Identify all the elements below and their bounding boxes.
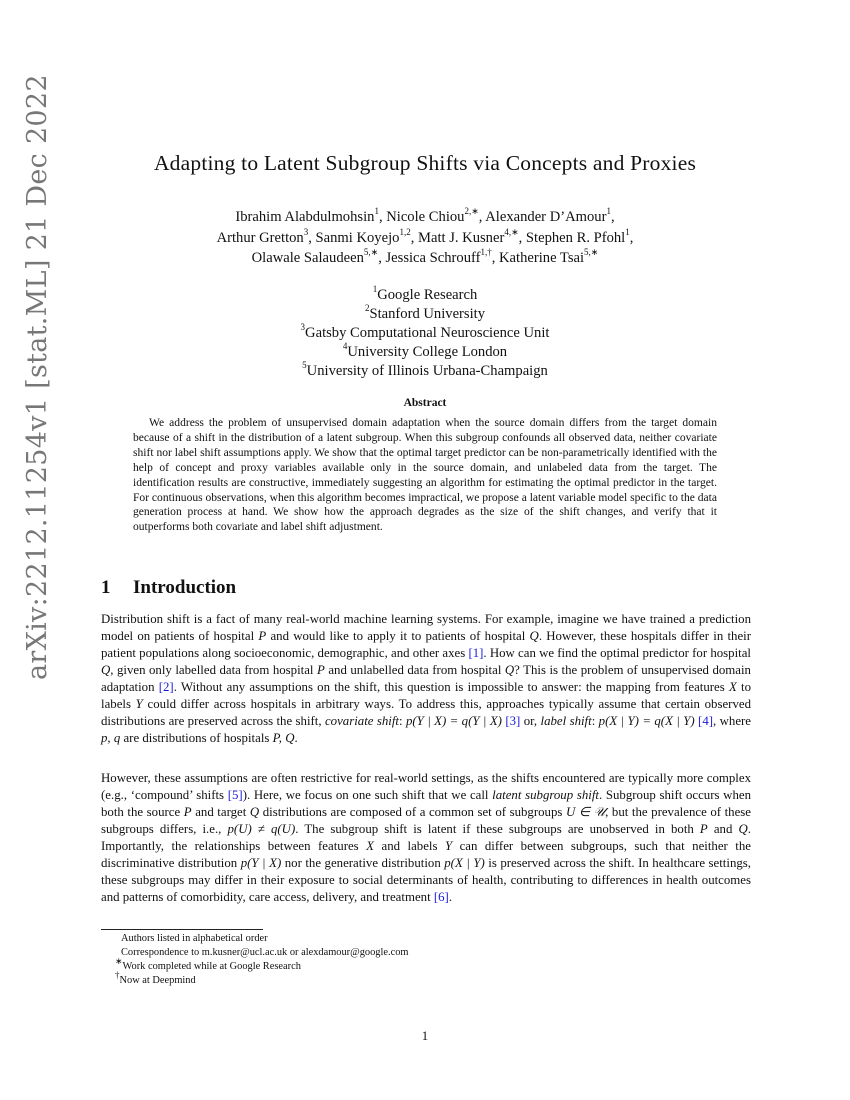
- inline-math: Q: [101, 662, 111, 677]
- footnote: [101, 932, 751, 946]
- section-title: Introduction: [133, 577, 237, 598]
- text-run: ? This is the problem of unsupervised domain adaptation: [101, 662, 751, 694]
- text-run: . Importantly, the relationships between features: [101, 821, 751, 853]
- inline-math: p(U) ≠ q(U): [227, 821, 296, 836]
- author-separator: ,: [629, 229, 634, 246]
- author-separator: ,: [610, 209, 615, 225]
- text-run: could differ across hospitals in arbitrary ways. To address this, approaches typically assume that certain observed distributions are preserved across the shift,: [101, 696, 752, 728]
- text-run: However, these assumptions are often restrictive for real-world settings, as the shifts encountered are typically more complex (e.g., ‘compound’ shifts: [101, 771, 751, 802]
- affiliation: [0, 343, 850, 362]
- text-run: to labels: [101, 679, 752, 711]
- affiliation-list: [0, 286, 850, 381]
- section-number: 1: [101, 577, 111, 598]
- affiliation-name: Google Research: [377, 287, 478, 303]
- intro-paragraph-1: [101, 611, 751, 747]
- text-run: , where: [713, 713, 752, 728]
- author-affiliation-marker: 1,†: [480, 247, 492, 258]
- inline-math: P: [699, 821, 708, 836]
- inline-math: Q: [504, 662, 515, 677]
- text-run: and: [707, 821, 739, 836]
- author-affiliation-marker: 2,∗: [464, 206, 479, 217]
- text-run: and target: [191, 804, 250, 819]
- inline-math: Y: [135, 696, 143, 711]
- inline-math: covariate shift: [324, 713, 399, 728]
- footnote-text: Authors listed in alphabetical order: [121, 933, 268, 944]
- citation-link[interactable]: [4]: [698, 713, 714, 728]
- text-run: are distributions of hospitals: [120, 730, 273, 745]
- affiliation-name: University of Illinois Urbana-Champaign: [306, 363, 548, 379]
- inline-math: P, Q: [272, 730, 295, 745]
- affiliation-marker: 3: [300, 322, 306, 333]
- footnote-text: Now at Deepmind: [119, 975, 196, 986]
- affiliation-marker: 2: [364, 303, 370, 314]
- arxiv-identifier-stamp: arXiv:2212.11254v1 [stat.ML] 21 Dec 2022: [22, 74, 53, 680]
- inline-math: p(Y | X): [240, 855, 282, 870]
- text-run: and would like to apply it to patients of hospital: [266, 628, 530, 643]
- inline-math: Y: [444, 838, 453, 853]
- inline-math: p(Y | X) = q(Y | X): [405, 713, 502, 728]
- text-run: . Without any assumptions on the shift, this question is impossible to answer: the mapping from features: [173, 679, 729, 694]
- author-affiliation-marker: 1,2: [399, 226, 411, 237]
- author-name: Alexander D’Amour: [485, 209, 607, 225]
- text-run: .: [448, 889, 453, 904]
- abstract-heading: Abstract: [403, 397, 447, 409]
- author-affiliation-marker: 5,∗: [363, 247, 379, 258]
- author-list: [0, 207, 850, 269]
- text-run: distributions are composed of a common set of subgroups: [259, 804, 566, 819]
- footnote-marker: ∗: [115, 955, 123, 966]
- affiliation: [0, 362, 850, 381]
- intro-paragraph-2: [101, 770, 751, 906]
- text-run: or,: [520, 713, 541, 728]
- text-run: nor the generative distribution: [281, 855, 445, 870]
- inline-math: label shift: [540, 713, 592, 728]
- abstract-body: We address the problem of unsupervised domain adaptation when the source domain differs from the target domain because of a shift in the distribution of a latent subgroup. When this subgroup confounds all observed data, neither covariate shift nor label shift assumptions apply. We show that the optimal target predictor can be non-parametrically identified with the help of concept and proxy variables available only in the source domain, and unlabeled data from the target. The identification results are constructive, immediately suggesting an algorithm for estimating the optimal predictor in the target. For continuous observations, when this algorithm becomes impractical, we propose a latent variable model specific to the data generation process at hand. We show how the approach degrades as the size of the shift changes, and verify that it outperforms both covariate and label shift adjustment.: [133, 417, 717, 534]
- text-run: and unlabelled data from hospital: [324, 662, 505, 677]
- citation-link[interactable]: [5]: [227, 787, 243, 802]
- inline-math: P: [317, 662, 325, 677]
- author-affiliation-marker: 1: [625, 226, 630, 237]
- affiliation: [0, 324, 850, 343]
- author-name: Jessica Schrouff: [385, 250, 481, 266]
- author-line-3: [0, 248, 850, 269]
- text-run: and labels: [374, 838, 445, 853]
- footnote-marker: †: [115, 969, 120, 980]
- inline-math: U ∈ 𝒰: [565, 804, 606, 819]
- inline-math: Q: [738, 821, 748, 836]
- text-run: can differ between subgroups, such that neither the discriminative distribution: [101, 838, 751, 870]
- inline-math: Q: [249, 804, 260, 819]
- section-heading: [101, 577, 236, 599]
- affiliation-name: Gatsby Computational Neuroscience Unit: [305, 325, 550, 341]
- author-separator: ,: [410, 229, 418, 246]
- footnote: [101, 969, 751, 988]
- page-number: 1: [421, 1029, 429, 1043]
- author-name: Matt J. Kusner: [417, 229, 505, 246]
- citation-link[interactable]: [6]: [433, 889, 449, 904]
- citation-link[interactable]: [1]: [468, 645, 484, 660]
- text-run: :: [399, 713, 406, 728]
- footnote-divider: [101, 929, 263, 930]
- footnote: [101, 955, 751, 974]
- inline-math: X: [728, 679, 737, 694]
- text-run: Distribution shift is a fact of many real-world machine learning systems. For example, imagine we have trained a prediction model on patients of hospital: [101, 612, 751, 643]
- affiliation-name: University College London: [347, 344, 508, 360]
- inline-math: p(X | Y): [444, 855, 485, 870]
- affiliation: [0, 305, 850, 324]
- affiliation-marker: 5: [302, 360, 307, 371]
- affiliation-marker: 1: [372, 284, 378, 295]
- footnote: [101, 946, 751, 960]
- citation-link[interactable]: [2]: [158, 679, 174, 694]
- footnote-text: Correspondence to m.kusner@ucl.ac.uk or alexdamour@google.com: [121, 947, 409, 958]
- paper-title: Adapting to Latent Subgroup Shifts via Concepts and Proxies: [153, 151, 697, 175]
- text-run: , given only labelled data from hospital: [110, 662, 317, 677]
- text-run: . However, these hospitals differ in their patient populations along socioeconomic, demographic, and other axes: [101, 628, 752, 660]
- text-run: is preserved across the shift. In healthcare settings, these subgroups may differ in their exposure to social determinants of health, contributing to differences in health outcomes and patterns of comorbidity, care access, delivery, and treatment: [101, 855, 751, 904]
- affiliation: [0, 286, 850, 305]
- footnotes: [101, 932, 751, 988]
- author-separator: ,: [378, 250, 386, 266]
- inline-math: Q: [529, 628, 539, 643]
- author-affiliation-marker: 4,∗: [504, 226, 519, 237]
- author-separator: ,: [308, 229, 316, 246]
- inline-math: X: [366, 838, 375, 853]
- text-run: . Subgroup shift occurs when both the source: [101, 787, 751, 819]
- citation-link[interactable]: [3]: [505, 713, 521, 728]
- author-name: Nicole Chiou: [386, 209, 465, 225]
- author-name: Ibrahim Alabdulmohsin: [235, 209, 375, 225]
- author-name: Arthur Gretton: [216, 229, 304, 246]
- text-run: :: [591, 713, 599, 728]
- author-affiliation-marker: 3: [303, 226, 309, 237]
- inline-math: p, q: [101, 730, 121, 745]
- text-run: ). Here, we focus on one such shift that we call: [242, 787, 493, 802]
- author-name: Stephen R. Pfohl: [525, 229, 626, 246]
- author-separator: ,: [478, 209, 486, 225]
- author-name: Sanmi Koyejo: [315, 229, 400, 246]
- author-name: Katherine Tsai: [499, 250, 585, 266]
- inline-math: P: [258, 628, 267, 643]
- author-separator: ,: [518, 229, 526, 246]
- text-run: . The subgroup shift is latent if these subgroups are unobserved in both: [295, 821, 700, 836]
- author-line-1: [0, 207, 850, 228]
- author-affiliation-marker: 1: [606, 206, 611, 217]
- inline-math: P: [183, 804, 192, 819]
- affiliation-marker: 4: [342, 341, 348, 352]
- text-run: , but the prevalence of these subgroups differs, i.e.,: [101, 804, 752, 836]
- author-separator: ,: [378, 209, 387, 225]
- footnote-text: Work completed while at Google Research: [122, 961, 301, 972]
- author-line-2: [0, 228, 850, 249]
- inline-math: p(X | Y) = q(X | Y): [598, 713, 695, 728]
- author-affiliation-marker: 5,∗: [584, 247, 599, 258]
- author-separator: ,: [491, 250, 500, 266]
- author-name: Olawale Salaudeen: [251, 250, 364, 266]
- inline-math: latent subgroup shift: [492, 787, 599, 802]
- text-run: .: [294, 730, 298, 745]
- affiliation-name: Stanford University: [369, 306, 486, 322]
- author-affiliation-marker: 1: [374, 206, 379, 217]
- text-run: . How can we find the optimal predictor for hospital: [483, 645, 751, 660]
